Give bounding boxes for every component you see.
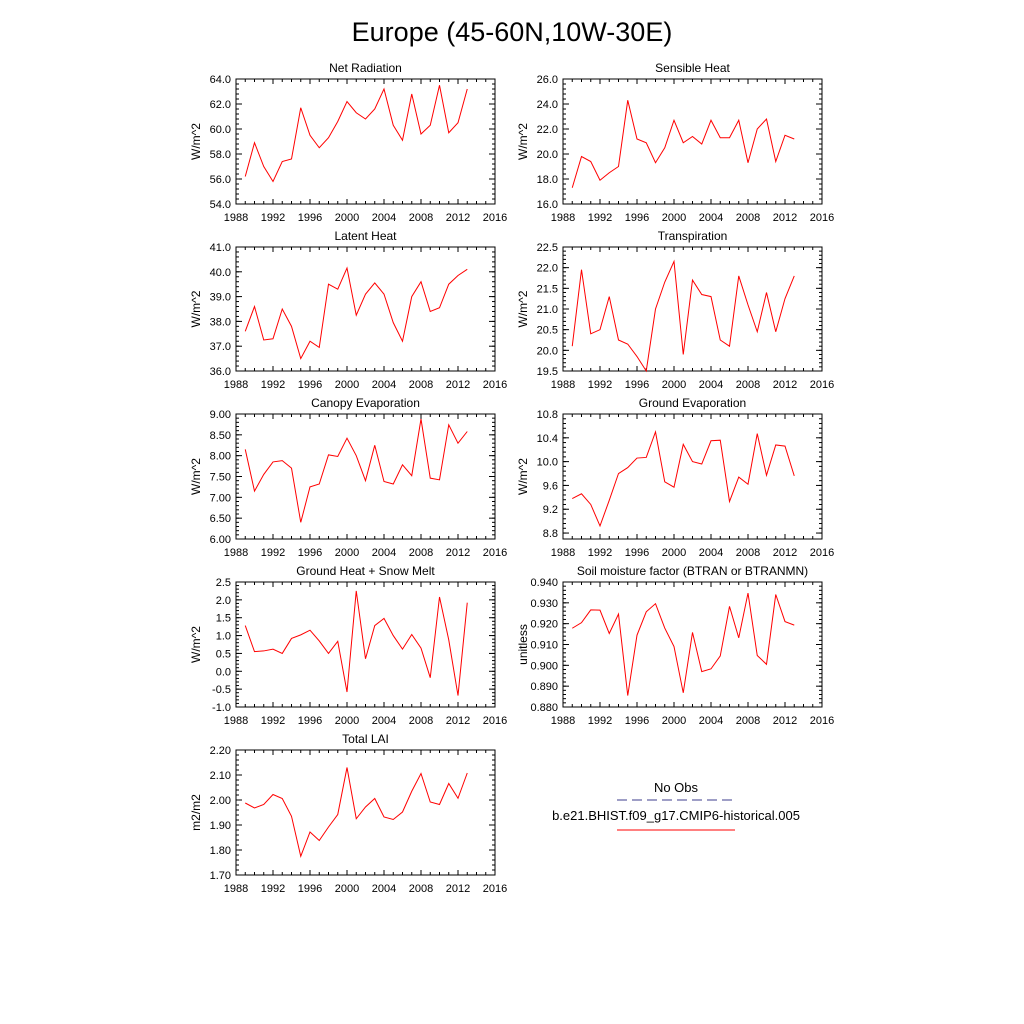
- y-tick-label: 0.5: [215, 648, 231, 661]
- x-tick-label: 1996: [297, 547, 323, 559]
- y-tick-label: 0.0: [215, 666, 231, 679]
- y-tick-label: 9.2: [542, 504, 558, 517]
- x-tick-label: 2000: [334, 883, 360, 895]
- x-tick-label: 2004: [371, 715, 397, 727]
- x-tick-label: 2004: [698, 379, 724, 391]
- x-tick-label: 2004: [371, 547, 397, 559]
- x-tick-label: 1988: [550, 547, 576, 559]
- y-tick-label: 1.0: [215, 630, 231, 643]
- x-tick-label: 2016: [809, 715, 835, 727]
- plot-frame: [236, 750, 495, 875]
- series-line-model: [572, 432, 794, 526]
- y-tick-label: 1.80: [209, 845, 231, 857]
- x-tick-label: 2000: [661, 379, 687, 391]
- x-tick-label: 2004: [698, 212, 724, 224]
- x-tick-label: 2000: [334, 379, 360, 391]
- y-tick-label: 40.0: [209, 266, 231, 279]
- series-line-model: [572, 261, 794, 371]
- x-tick-label: 2004: [371, 883, 397, 895]
- y-axis-label: W/m^2: [189, 458, 203, 495]
- y-tick-label: 20.5: [536, 324, 558, 337]
- y-tick-label: 56.0: [209, 174, 231, 186]
- y-tick-label: 58.0: [209, 149, 231, 161]
- x-tick-label: 1988: [550, 379, 576, 391]
- x-tick-label: 2000: [661, 547, 687, 559]
- panel-5: [189, 396, 507, 559]
- panel-2: [516, 61, 834, 224]
- x-tick-label: 1988: [223, 883, 249, 895]
- x-tick-label: 2016: [482, 547, 508, 559]
- x-tick-label: 2016: [809, 547, 835, 559]
- y-axis-label: m2/m2: [189, 794, 203, 831]
- y-tick-label: 41.0: [209, 242, 231, 254]
- x-tick-label: 2004: [371, 379, 397, 391]
- y-tick-label: 18.0: [536, 174, 558, 186]
- y-tick-label: -1.0: [212, 702, 231, 714]
- plot-frame: [563, 247, 822, 371]
- x-tick-label: 1992: [260, 212, 286, 224]
- panel-title: Transpiration: [657, 229, 728, 243]
- panels: [189, 61, 834, 895]
- x-tick-label: 2000: [334, 212, 360, 224]
- legend-obs-label: No Obs: [653, 780, 699, 795]
- y-tick-label: 24.0: [536, 99, 558, 111]
- x-tick-label: 2012: [772, 547, 798, 559]
- y-tick-label: 8.00: [209, 450, 231, 463]
- series-line-model: [572, 593, 794, 696]
- y-axis-label: W/m^2: [189, 123, 203, 160]
- x-tick-label: 2012: [445, 883, 471, 895]
- panel-title: Net Radiation: [329, 61, 402, 75]
- x-tick-label: 1996: [297, 715, 323, 727]
- x-tick-label: 2000: [661, 212, 687, 224]
- plot-frame: [236, 79, 495, 204]
- y-tick-label: 7.50: [209, 471, 231, 484]
- y-tick-label: 0.880: [530, 702, 558, 714]
- y-tick-label: 20.0: [536, 345, 558, 358]
- y-tick-label: 0.940: [530, 577, 558, 589]
- x-tick-label: 1992: [260, 547, 286, 559]
- x-tick-label: 2012: [772, 715, 798, 727]
- y-tick-label: 22.5: [536, 242, 558, 254]
- series-line-model: [245, 268, 467, 359]
- x-tick-label: 2004: [698, 547, 724, 559]
- legend: [552, 780, 800, 830]
- panel-1: [189, 61, 507, 224]
- plot-frame: [236, 414, 495, 539]
- x-tick-label: 2000: [334, 715, 360, 727]
- x-tick-label: 2004: [371, 212, 397, 224]
- y-tick-label: 9.6: [542, 480, 558, 493]
- y-tick-label: 0.930: [530, 597, 558, 610]
- panel-title: Ground Evaporation: [638, 396, 747, 410]
- y-tick-label: 6.00: [209, 534, 231, 546]
- series-line-model: [572, 100, 794, 188]
- y-tick-label: 2.0: [215, 594, 231, 607]
- y-axis-label: W/m^2: [516, 458, 530, 495]
- panel-7: [189, 564, 507, 727]
- x-tick-label: 2016: [809, 379, 835, 391]
- x-tick-label: 1992: [587, 715, 613, 727]
- x-tick-label: 2012: [445, 379, 471, 391]
- x-tick-label: 2008: [408, 883, 434, 895]
- plot-frame: [236, 247, 495, 371]
- figure-title: Europe (45-60N,10W-30E): [351, 17, 673, 47]
- x-tick-label: 1996: [624, 212, 650, 224]
- y-tick-label: 2.5: [215, 577, 231, 589]
- y-tick-label: 0.910: [530, 639, 558, 652]
- y-axis-label: unitless: [516, 624, 530, 665]
- y-tick-label: 22.0: [536, 262, 558, 275]
- x-tick-label: 2016: [809, 212, 835, 224]
- x-tick-label: 2012: [445, 547, 471, 559]
- plot-frame: [563, 582, 822, 707]
- y-axis-label: W/m^2: [516, 290, 530, 328]
- y-tick-label: 26.0: [536, 74, 558, 86]
- x-tick-label: 1992: [587, 379, 613, 391]
- y-tick-label: 38.0: [209, 316, 231, 329]
- x-tick-label: 1988: [223, 547, 249, 559]
- x-tick-label: 2008: [408, 379, 434, 391]
- x-tick-label: 1996: [624, 547, 650, 559]
- x-tick-label: 1996: [297, 883, 323, 895]
- x-tick-label: 2008: [735, 547, 761, 559]
- y-tick-label: 0.920: [530, 618, 558, 631]
- y-tick-label: 62.0: [209, 99, 231, 111]
- panel-title: Total LAI: [342, 732, 389, 746]
- y-tick-label: 10.4: [536, 432, 558, 445]
- y-tick-label: 0.890: [530, 681, 558, 694]
- x-tick-label: 1988: [223, 379, 249, 391]
- x-tick-label: 1988: [550, 212, 576, 224]
- x-tick-label: 2008: [735, 212, 761, 224]
- y-tick-label: 6.50: [209, 513, 231, 526]
- series-line-model: [245, 768, 467, 857]
- series-line-model: [245, 85, 467, 181]
- panel-title: Soil moisture factor (BTRAN or BTRANMN): [576, 564, 809, 578]
- y-axis-label: W/m^2: [516, 123, 530, 160]
- y-tick-label: 60.0: [209, 124, 231, 136]
- panel-8: [516, 564, 834, 727]
- y-tick-label: 16.0: [536, 199, 558, 211]
- x-tick-label: 2008: [408, 547, 434, 559]
- y-axis-label: W/m^2: [189, 626, 203, 663]
- y-tick-label: 7.00: [209, 492, 231, 505]
- panel-title: Sensible Heat: [655, 61, 730, 75]
- x-tick-label: 2012: [772, 379, 798, 391]
- x-tick-label: 2008: [408, 715, 434, 727]
- x-tick-label: 1992: [260, 379, 286, 391]
- y-tick-label: 2.00: [209, 795, 231, 807]
- x-tick-label: 2004: [698, 715, 724, 727]
- x-tick-label: 2012: [445, 715, 471, 727]
- x-tick-label: 2016: [482, 379, 508, 391]
- y-axis-label: W/m^2: [189, 290, 203, 328]
- y-tick-label: 21.5: [536, 283, 558, 296]
- x-tick-label: 1988: [223, 212, 249, 224]
- y-tick-label: 36.0: [209, 366, 231, 378]
- y-tick-label: 8.8: [542, 528, 558, 541]
- x-tick-label: 2016: [482, 715, 508, 727]
- y-tick-label: 21.0: [536, 304, 558, 316]
- y-tick-label: 0.900: [530, 660, 558, 673]
- panel-6: [516, 396, 834, 559]
- x-tick-label: 2016: [482, 212, 508, 224]
- y-tick-label: 1.5: [215, 612, 231, 625]
- x-tick-label: 2012: [772, 212, 798, 224]
- x-tick-label: 1988: [550, 715, 576, 727]
- y-tick-label: 64.0: [209, 74, 231, 86]
- y-tick-label: 54.0: [209, 199, 231, 211]
- panel-9: [189, 732, 507, 895]
- y-tick-label: 2.10: [209, 770, 231, 782]
- y-tick-label: -0.5: [212, 684, 231, 697]
- x-tick-label: 2008: [408, 212, 434, 224]
- x-tick-label: 1992: [587, 547, 613, 559]
- y-tick-label: 9.00: [209, 409, 231, 421]
- x-tick-label: 2016: [482, 883, 508, 895]
- y-tick-label: 1.70: [209, 870, 231, 882]
- panel-title: Latent Heat: [334, 229, 397, 243]
- series-line-model: [245, 591, 467, 696]
- x-tick-label: 1988: [223, 715, 249, 727]
- panel-4: [516, 229, 834, 391]
- y-tick-label: 8.50: [209, 429, 231, 442]
- x-tick-label: 1992: [260, 715, 286, 727]
- x-tick-label: 2008: [735, 379, 761, 391]
- panel-3: [189, 229, 507, 391]
- x-tick-label: 2008: [735, 715, 761, 727]
- x-tick-label: 1996: [297, 379, 323, 391]
- x-tick-label: 2000: [661, 715, 687, 727]
- y-tick-label: 20.0: [536, 149, 558, 161]
- series-line-model: [245, 419, 467, 522]
- x-tick-label: 1992: [260, 883, 286, 895]
- x-tick-label: 1996: [624, 715, 650, 727]
- x-tick-label: 2012: [445, 212, 471, 224]
- y-tick-label: 2.20: [209, 745, 231, 757]
- y-tick-label: 1.90: [209, 820, 231, 832]
- x-tick-label: 1992: [587, 212, 613, 224]
- y-tick-label: 10.0: [536, 456, 558, 469]
- panel-title: Canopy Evaporation: [311, 396, 420, 410]
- y-tick-label: 37.0: [209, 341, 231, 354]
- x-tick-label: 1996: [624, 379, 650, 391]
- y-tick-label: 10.8: [536, 409, 558, 421]
- x-tick-label: 2000: [334, 547, 360, 559]
- x-tick-label: 1996: [297, 212, 323, 224]
- y-tick-label: 22.0: [536, 124, 558, 136]
- panel-title: Ground Heat + Snow Melt: [296, 564, 435, 578]
- y-tick-label: 19.5: [536, 366, 558, 378]
- plot-frame: [236, 582, 495, 707]
- y-tick-label: 39.0: [209, 291, 231, 304]
- legend-model-label: b.e21.BHIST.f09_g17.CMIP6-historical.005: [552, 808, 800, 823]
